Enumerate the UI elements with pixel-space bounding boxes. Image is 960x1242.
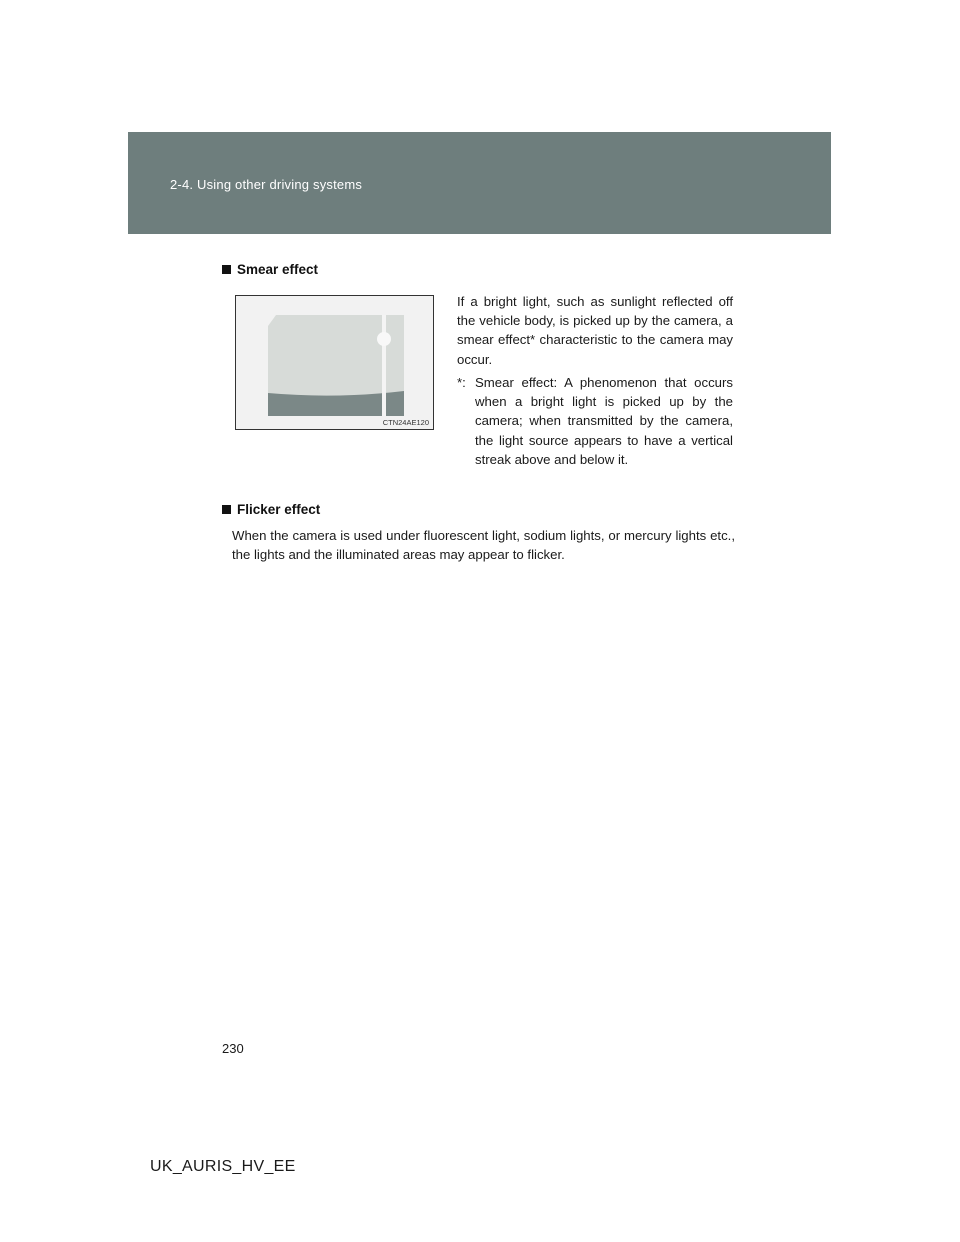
- smear-effect-paragraph: If a bright light, such as sunlight reflected off the vehicle body, is picked up by the camera, a smear effect* characteristic to the camera may occur.: [457, 294, 733, 367]
- page-number: 230: [222, 1041, 244, 1056]
- smear-effect-footnote: [457, 373, 733, 469]
- flicker-effect-heading-label: Flicker effect: [237, 502, 321, 517]
- light-source: [377, 332, 391, 346]
- header-band: [128, 132, 831, 234]
- smear-effect-heading-label: Smear effect: [237, 262, 319, 277]
- document-code: UK_AURIS_HV_EE: [150, 1158, 296, 1175]
- flicker-effect-heading: [222, 502, 320, 517]
- flicker-effect-paragraph: When the camera is used under fluorescent light, sodium lights, or mercury lights etc., the lights and the illuminated areas may appear to flicker.: [232, 528, 735, 563]
- section-title: 2-4. Using other driving systems: [170, 177, 363, 192]
- figure-code: CTN24AE120: [382, 418, 429, 427]
- smear-effect-heading: [222, 262, 318, 277]
- smear-effect-illustration: [235, 295, 434, 430]
- square-bullet-icon: [222, 505, 231, 514]
- camera-screen-drawing: [236, 296, 433, 429]
- footnote-mark: *:: [457, 375, 466, 390]
- square-bullet-icon: [222, 265, 231, 274]
- footnote-text: Smear effect: A phenomenon that occurs when a bright light is picked up by the camera; when transmitted by the camera, the light source appears to have a vertical streak above and below it.: [475, 375, 733, 467]
- vertical-streak: [382, 315, 386, 416]
